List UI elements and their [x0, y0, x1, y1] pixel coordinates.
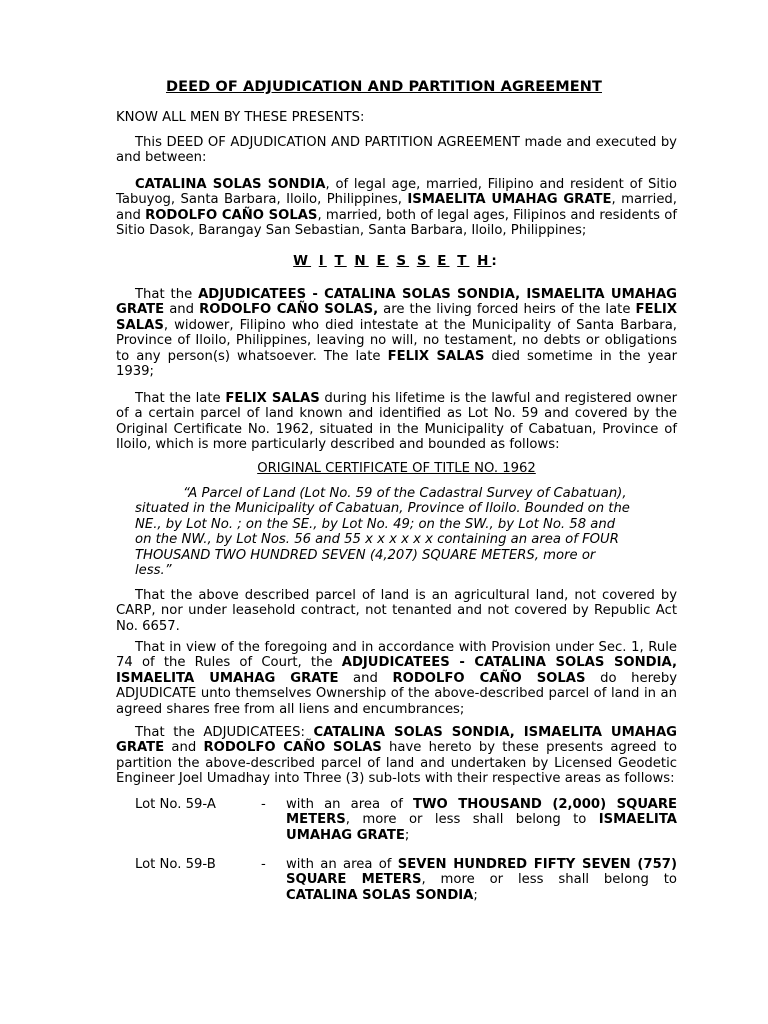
parties-paragraph: CATALINA SOLAS SONDIA, of legal age, married, Filipino and resident of Sitio Tabuyog, Santa Barbara, Iloilo, Philippines, ISMAELITA UMAHAG GRATE, married, and RODOLFO CAÑO SOLAS, married, both of legal ages, Filipinos and residents of Sitio Dasok, Barangay San Sebastian, Santa Barbara, Iloilo, Philippines; — [116, 177, 677, 239]
lot-dash: - — [261, 797, 266, 812]
lot-label: Lot No. 59-B — [135, 857, 216, 872]
partition-paragraph: That the ADJUDICATEES: CATALINA SOLAS SONDIA, ISMAELITA UMAHAG GRATE and RODOLFO CAÑO SOLAS have hereto by these presents agreed to partition the above-described parcel of land and undertaken by Licensed Geodetic Engineer Joel Umadhay into Three (3) sub-lots with their respective areas as follows: — [116, 725, 677, 787]
party-name: CATALINA SOLAS SONDIA — [135, 177, 326, 192]
witnesseth-heading: W I T N E S S E T H: — [293, 253, 500, 269]
party-name: ISMAELITA UMAHAG GRATE — [407, 192, 612, 208]
party-name: RODOLFO CAÑO SOLAS — [145, 207, 318, 223]
heirs-paragraph: That the ADJUDICATEES - CATALINA SOLAS SONDIA, ISMAELITA UMAHAG GRATE and RODOLFO CAÑO SOLAS, are the living forced heirs of the late FELIX SALAS, widower, Filipino who died intestate at the Municipality of Santa Barbara, Province of Iloilo, Philippines, leaving no will, no testament, no debts or obligations to any person(s) whatsoever. The late FELIX SALAS died sometime in the year 1939; — [116, 287, 678, 380]
lot-description: with an area of SEVEN HUNDRED FIFTY SEVEN (757) SQUARE METERS, more or less shall belong to CATALINA SOLAS SONDIA; — [286, 857, 677, 903]
know-all-line: KNOW ALL MEN BY THESE PRESENTS: — [116, 110, 365, 125]
owner-paragraph: That the late FELIX SALAS during his lifetime is the lawful and registered owner of a certain parcel of land known and identified as Lot No. 59 and covered by the Original Certificate No. 1962, situated in the Municipality of Cabatuan, Province of Iloilo, which is more particularly described and bounded as follows: — [116, 391, 677, 453]
lot-label: Lot No. 59-A — [135, 797, 216, 812]
intro-paragraph: This DEED OF ADJUDICATION AND PARTITION AGREEMENT made and executed by and between: — [116, 135, 677, 166]
lot-description: with an area of TWO THOUSAND (2,000) SQUARE METERS, more or less shall belong to ISMAELITA UMAHAG GRATE; — [286, 797, 677, 843]
title-certificate-heading: ORIGINAL CERTIFICATE OF TITLE NO. 1962 — [257, 461, 536, 476]
land-description-quote: “A Parcel of Land (Lot No. 59 of the Cadastral Survey of Cabatuan), situated in the Municipality of Cabatuan, Province of Iloilo. Bounded on the NE., by Lot No. ; on the SE., by Lot No. 49; on the SW., by Lot No. 58 and on the NW., by Lot Nos. 56 and 55 x x x x x x containing an area of FOUR THOUSAND TWO HUNDRED SEVEN (4,207) SQUARE METERS, more or less.” — [135, 486, 630, 579]
rule-74-paragraph: That in view of the foregoing and in accordance with Provision under Sec. 1, Rule 74 of the Rules of Court, the ADJUDICATEES - CATALINA SOLAS SONDIA, ISMAELITA UMAHAG GRATE and RODOLFO CAÑO SOLAS do hereby ADJUDICATE unto themselves Ownership of the above-described parcel of land in an agreed shares free from all liens and encumbrances; — [116, 640, 678, 717]
carp-paragraph: That the above described parcel of land is an agricultural land, not covered by CARP, nor under leasehold contract, not tenanted and not covered by Republic Act No. 6657. — [116, 588, 677, 634]
lot-dash: - — [261, 857, 266, 872]
document-title: DEED OF ADJUDICATION AND PARTITION AGREEMENT — [165, 79, 602, 95]
